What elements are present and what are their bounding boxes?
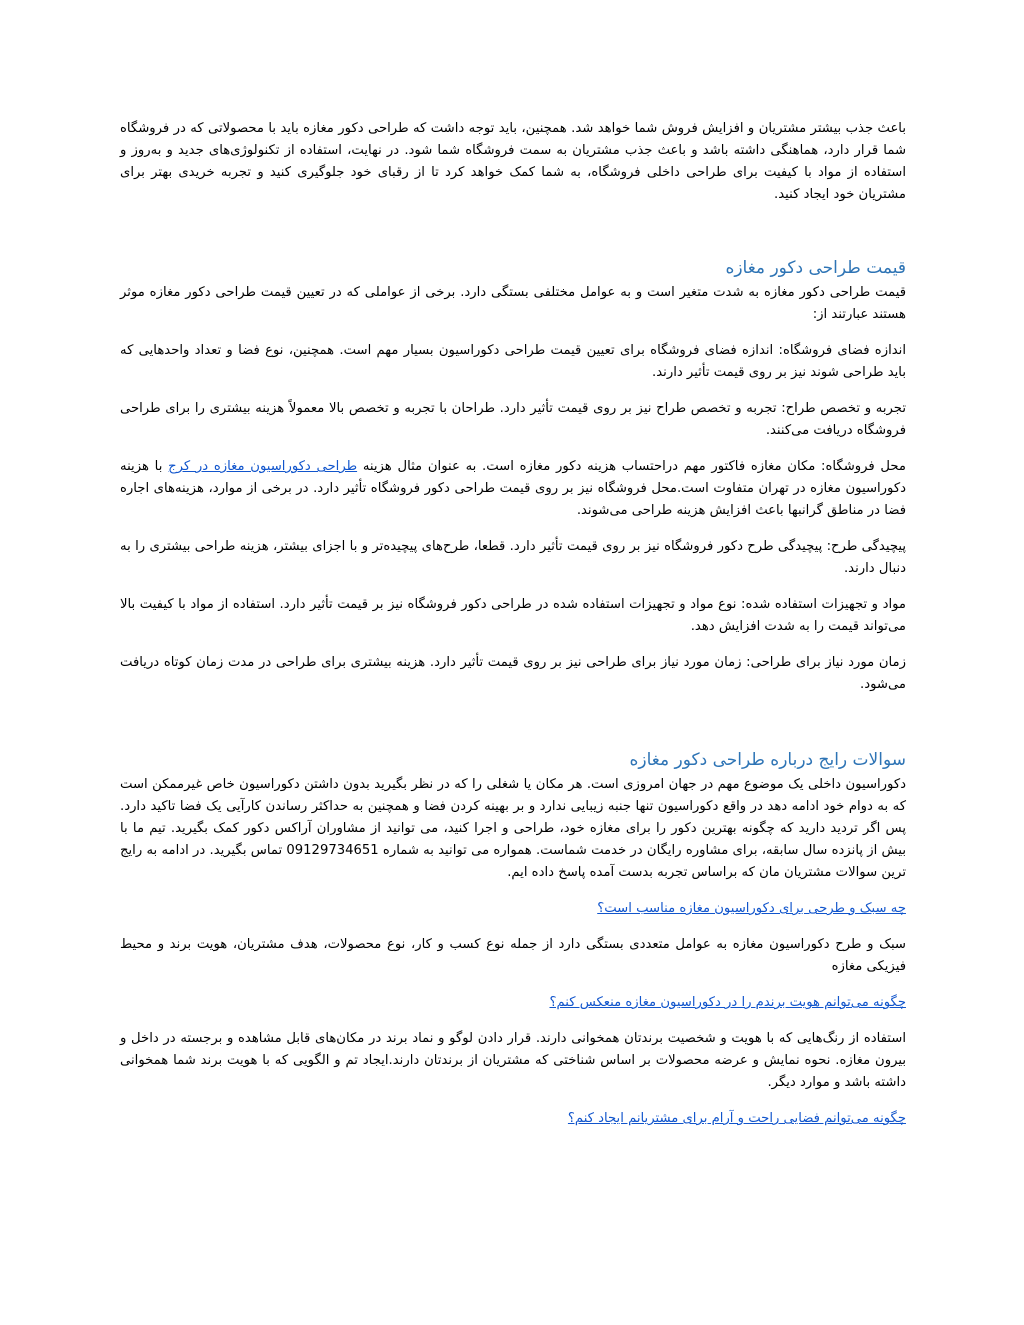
faq-section-heading: سوالات رایج درباره طراحی دکور مغازه — [629, 750, 906, 770]
karaj-decoration-link[interactable]: طراحی دکوراسیون مغازه در کرج — [168, 459, 358, 474]
factor-materials-paragraph: مواد و تجهیزات استفاده شده: نوع مواد و تجهیزات استفاده شده در طراحی دکور فروشگاه نیز بر قیمت تأثیر دارد. استفاده از مواد با کیفیت بالا می‌تواند قیمت را به شدت افزایش دهد. — [120, 597, 906, 634]
factor-location-text-before: محل فروشگاه: مکان مغازه فاکتور مهم دراحتساب هزینه دکور مغازه است. به عنوان مثال هزینه — [357, 459, 906, 474]
faq-answer-brand: استفاده از رنگ‌هایی که با هویت و شخصیت برندتان همخوانی دارند. قرار دادن لوگو و نماد برند در مکان‌های قابل مشاهده و برجسته در داخل و بیرون مغازه. نحوه نمایش و عرضه محصولات بر اساس شناختی که مشتریان از برندتان دارند.ایجاد تم و الگویی که با هویت برند شما همخوانی داشته باشد و موارد دیگر. — [120, 1031, 906, 1090]
price-intro-paragraph: قیمت طراحی دکور مغازه به شدت متغیر است و به عوامل مختلفی بستگی دارد. برخی از عواملی که در تعیین قیمت طراحی دکور مغازه موثر هستند عبارتند از: — [120, 285, 906, 322]
factor-location-text-after: با هزینه دکوراسیون مغازه در تهران متفاوت است.محل فروشگاه نیز بر روی قیمت طراحی دکور فروشگاه تأثیر دارد. در برخی از موارد، هزینه‌های اجاره فضا در مناطق گرانبها باعث افزایش هزینه طراحی می‌شوند. — [120, 459, 906, 518]
factor-location-paragraph — [120, 456, 906, 522]
factor-time-paragraph: زمان مورد نیاز برای طراحی: زمان مورد نیاز برای طراحی نیز بر روی قیمت تأثیر دارد. هزینه بیشتری برای طراحی در مدت زمان کوتاه دریافت می‌شود. — [120, 655, 906, 692]
document-page — [120, 118, 906, 1144]
factor-designer-paragraph: تجربه و تخصص طراح: تجربه و تخصص طراح نیز بر روی قیمت تأثیر دارد. طراحان با تجربه و تخصص بالا معمولاً هزینه بیشتری را برای طراحی فروشگاه دریافت می‌کنند. — [120, 401, 906, 438]
faq-question-style-link[interactable]: چه سبک و طرحی برای دکوراسیون مغازه مناسب است؟ — [597, 901, 906, 916]
price-section-heading: قیمت طراحی دکور مغازه — [725, 258, 906, 278]
faq-question-comfort-link[interactable]: چگونه می‌توانم فضایی راحت و آرام برای مشتریانم ایجاد کنم؟ — [567, 1111, 906, 1126]
intro-paragraph: باعث جذب بیشتر مشتریان و افزایش فروش شما خواهد شد. همچنین، باید توجه داشت که طراحی دکور مغازه باید با محصولاتی که در فروشگاه شما قرار دارد، هماهنگی داشته باشد و باعث جذب مشتریان به سمت فروشگاه شما شود. در نهایت، استفاده از تکنولوژی‌های جدید و به‌روز و استفاده از مواد با کیفیت برای طراحی داخلی فروشگاه، به شما کمک خواهد کرد تا از رقبای خود جلوگیری کنید و تجربه خریدی بهتر برای مشتریان خود ایجاد کنید. — [120, 121, 906, 202]
faq-question-brand-link[interactable]: چگونه می‌توانم هویت برندم را در دکوراسیون مغازه منعکس کنم؟ — [549, 995, 906, 1010]
factor-space-paragraph: اندازه فضای فروشگاه: اندازه فضای فروشگاه برای تعیین قیمت طراحی دکوراسیون بسیار مهم است. همچنین، نوع فضا و تعداد واحدهایی که باید طراحی شوند نیز بر روی قیمت تأثیر دارند. — [120, 343, 906, 380]
faq-answer-style: سبک و طرح دکوراسیون مغازه به عوامل متعددی بستگی دارد از جمله نوع کسب و کار، نوع محصولات، هدف مشتریان، هویت برند و محیط فیزیکی مغازه — [120, 937, 906, 974]
factor-complexity-paragraph: پیچیدگی طرح: پیچیدگی طرح دکور فروشگاه نیز بر روی قیمت تأثیر دارد. قطعا، طرح‌های پیچیده‌تر و با اجزای بیشتر، هزینه طراحی بیشتری را به دنبال دارند. — [120, 539, 906, 576]
faq-intro-paragraph: دکوراسیون داخلی یک موضوع مهم در جهان امروزی است. هر مکان یا شغلی را که در نظر بگیرید بدون داشتن دکوراسیون خاص غیرممکن است که به دوام خود ادامه دهد در واقع دکوراسیون تنها جنبه زیبایی ندارد و بر بهینه کردن فضا و همچنین به حداکثر رساندن کارآیی یک فضا تاکید دارد. پس اگر تردید دارید که چگونه بهترین دکور را برای مغازه خود، طراحی و اجرا کنید، می توانید از مشاوران آراکس دکور کمک بگیرید. تیم ما با بیش از پانزده سال سابقه، برای مشاوره رایگان در خدمت شماست. همواره می توانید به شماره 09129734651 تماس بگیرید. در ادامه به رایج ترین سوالات مشتریان مان که براساس تجربه بدست آمده پاسخ داده ایم. — [120, 777, 906, 880]
